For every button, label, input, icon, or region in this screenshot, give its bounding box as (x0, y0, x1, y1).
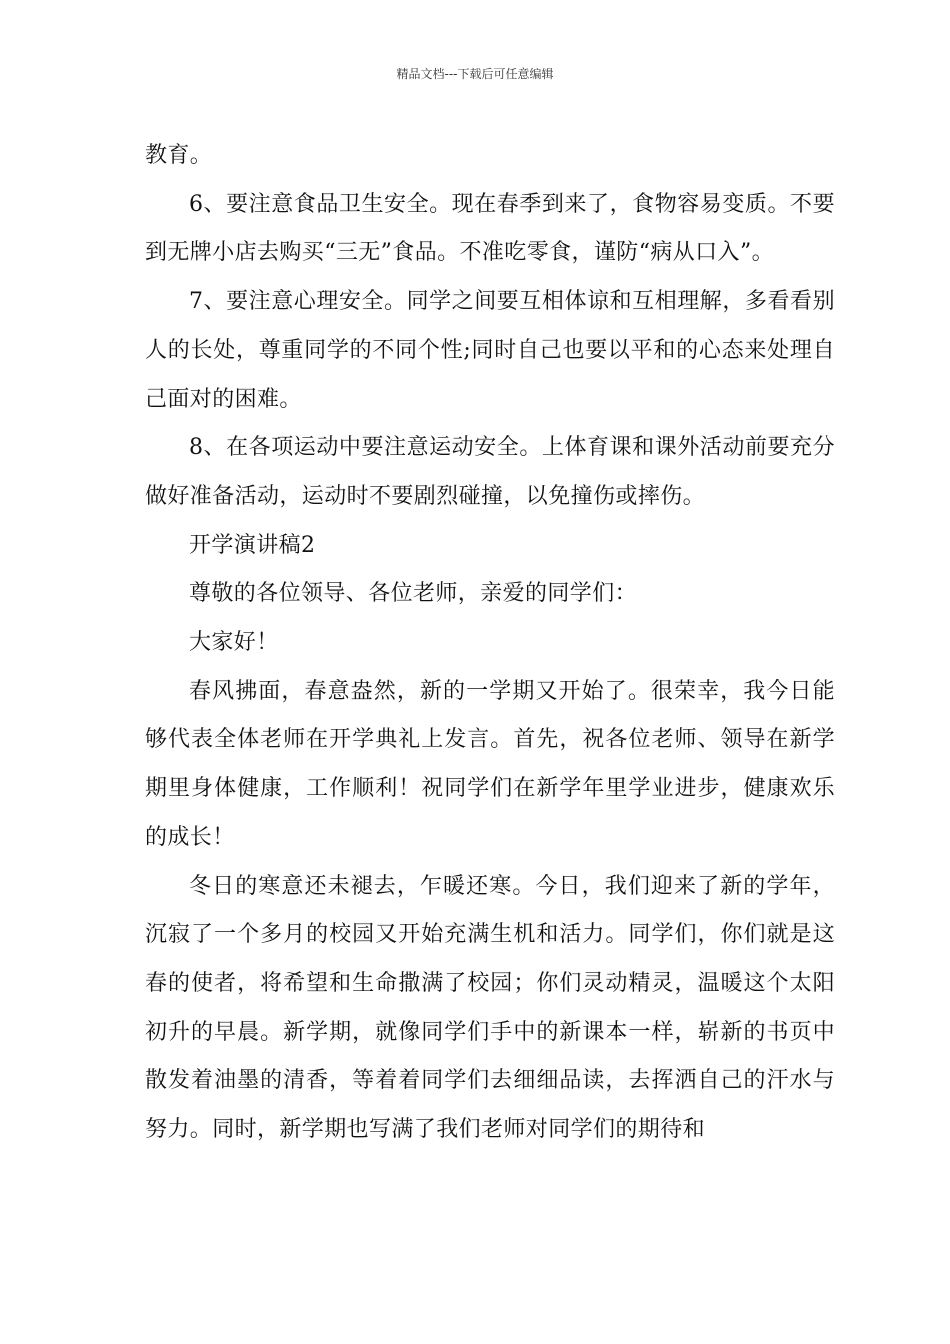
greeting: 大家好！ (189, 630, 279, 656)
paragraph: 春风拂面，春意盎然，新的一学期又开始了。很荣幸，我今日能够代表全体老师在开学典礼上发言。首先，祝各位老师、领导在新学期里身体健康，工作顺利！祝同学们在新学年里学业进步，健康欢乐的成长！ (145, 678, 835, 850)
paragraph: 8、在各项运动中要注意运动安全。上体育课和课外活动前要充分做好准备活动，运动时不要剧烈碰撞，以免撞伤或摔伤。 (145, 435, 835, 509)
salutation: 尊敬的各位领导、各位老师，亲爱的同学们： (189, 581, 638, 607)
section-heading: 开学演讲稿2 (189, 532, 316, 558)
paragraph: 冬日的寒意还未褪去，乍暖还寒。今日，我们迎来了新的学年，沉寂了一个多月的校园又开始充满生机和活力。同学们，你们就是这春的使者，将希望和生命撒满了校园；你们灵动精灵，温暖这个太阳初升的早晨。新学期，就像同学们手中的新课本一样，崭新的书页中散发着油墨的清香，等着着同学们去细细品读，去挥洒自己的汗水与努力。同时，新学期也写满了我们老师对同学们的期待和 (145, 873, 835, 1143)
document-body (145, 132, 835, 1155)
page-header: 精品文档---下载后可任意编辑 (396, 67, 554, 81)
paragraph: 7、要注意心理安全。同学之间要互相体谅和互相理解，多看看别人的长处，尊重同学的不同个性;同时自己也要以平和的心态来处理自己面对的困难。 (145, 289, 835, 412)
paragraph: 教育。 (145, 143, 213, 168)
paragraph: 6、要注意食品卫生安全。现在春季到来了，食物容易变质。不要到无牌小店去购买“三无”食品。不准吃零食，谨防“病从口入”。 (145, 191, 835, 266)
